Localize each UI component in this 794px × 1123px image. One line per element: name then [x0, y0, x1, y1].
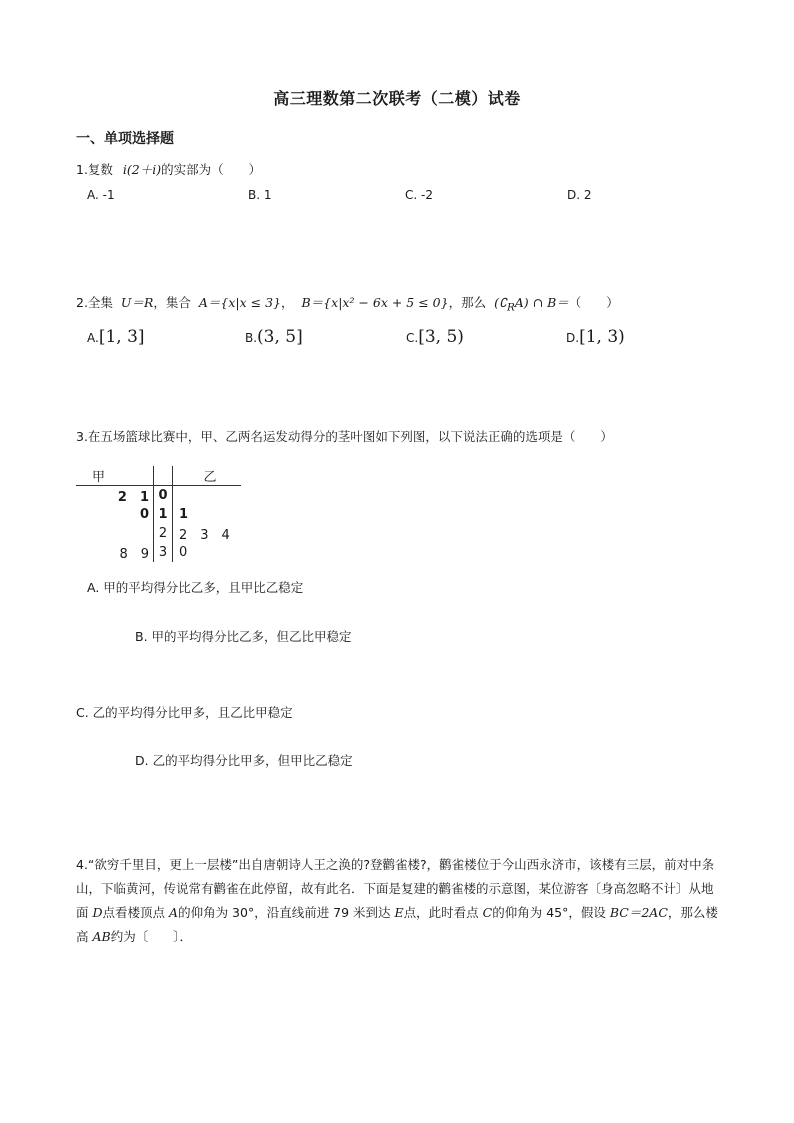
q4-point-d: D [92, 905, 103, 920]
q4-equation: BC＝2AC [609, 905, 668, 920]
stem-leaf-row [76, 543, 241, 562]
q3-option-b: B. 甲的平均得分比乙多，但乙比甲稳定 [135, 629, 352, 644]
stem-leaf-left: 8 9 [119, 547, 149, 562]
q2-set-a: A＝{x|x ≤ 3} [198, 295, 281, 310]
stem-leaf-stem: 2 [154, 524, 173, 543]
section-heading: 一、单项选择题 [76, 131, 174, 147]
stem-leaf-header-right: 乙 [173, 466, 242, 486]
q4-part-2: 点看楼顶点 [102, 905, 166, 920]
q2-suffix: （ ） [568, 295, 619, 310]
q2-prefix: 2.全集 [76, 295, 113, 310]
q4-part-3: 的仰角为 30°，沿直线前进 79 米到达 [178, 905, 391, 920]
q1-option-b: B. 1 [248, 188, 272, 202]
q3-option-d: D. 乙的平均得分比甲多，但甲比乙稳定 [135, 753, 353, 768]
stem-leaf-row [76, 505, 241, 524]
q2-option-a-value: [1, 3] [98, 327, 145, 347]
stem-leaf-stem: 1 [154, 505, 173, 524]
q4-part-6: ，那么楼高 [76, 905, 718, 944]
q4-point-e: E [394, 905, 404, 920]
q2-option-a-letter: A. [87, 331, 99, 345]
q2-option-b-value: (3, 5] [257, 327, 303, 347]
question-1 [76, 161, 261, 179]
stem-leaf-row [76, 486, 241, 506]
stem-leaf-left [76, 524, 154, 543]
stem-leaf-header-left: 甲 [76, 466, 154, 486]
q4-part-5: 的仰角为 45°，假设 [492, 905, 606, 920]
q4-segment-ab: AB [92, 929, 111, 944]
stem-leaf-right: 2 3 4 [179, 528, 230, 543]
q2-option-a [87, 327, 145, 347]
q2-expr-complement: (∁ [494, 295, 507, 310]
q2-mid-1: ，集合 [153, 295, 191, 310]
q2-mid-2: ， [281, 295, 294, 310]
stem-leaf-right: 1 [179, 507, 189, 522]
q4-point-c: C [482, 905, 493, 920]
q2-set-b: B＝{x|x² − 6x + 5 ≤ 0} [301, 295, 449, 310]
q2-option-b-letter: B. [245, 331, 258, 345]
stem-leaf-table [76, 466, 241, 562]
question-3: 3.在五场篮球比赛中，甲、乙两名运发动得分的茎叶图如下列图，以下说法正确的选项是（ ） [76, 429, 613, 444]
q2-option-d [566, 327, 625, 347]
q2-universal-set: U＝R [120, 295, 154, 310]
stem-leaf-right [173, 486, 242, 506]
stem-leaf-row [76, 524, 241, 543]
q4-part-4: 点，此时看点 [403, 905, 479, 920]
q2-expr-subscript: R [506, 301, 515, 314]
stem-leaf-header-row [76, 466, 241, 486]
q3-option-a: A. 甲的平均得分比乙多，且甲比乙稳定 [87, 580, 304, 595]
q2-option-c [406, 327, 464, 347]
q2-option-d-value: [1, 3) [579, 327, 625, 347]
q2-option-d-letter: D. [566, 331, 580, 345]
q4-point-a: A [169, 905, 179, 920]
q4-part-7: 约为〔 〕． [110, 929, 192, 944]
q1-suffix: 的实部为（ ） [161, 162, 262, 177]
q1-prefix: 1.复数 [76, 162, 113, 177]
stem-leaf-left: 2 1 [117, 490, 149, 505]
q4-part-1: 4.“欲穷千里目，更上一层楼”出自唐朝诗人王之涣的?登鹳雀楼?，鹳雀楼位于今山西永济市，该楼有三层，前对中条山，下临黄河，传说常有鹳雀在此停留，故有此名．下面是复建的鹳雀楼的示意图，某位游客〔身高忽略不计〕从地面 [76, 857, 715, 920]
stem-leaf-header-stem [154, 466, 173, 486]
q2-expression [494, 295, 569, 314]
q2-option-c-value: [3, 5) [418, 327, 464, 347]
q1-option-a: A. -1 [87, 188, 115, 202]
q1-option-c: C. -2 [405, 188, 433, 202]
q1-option-d: D. 2 [567, 188, 592, 202]
page-title: 高三理数第二次联考（二模）试卷 [273, 89, 521, 108]
q2-option-b [245, 327, 303, 347]
q2-option-c-letter: C. [406, 331, 419, 345]
question-4 [76, 853, 722, 949]
q1-expression: i(2＋i) [122, 162, 162, 177]
question-2 [76, 294, 619, 317]
q2-mid-3: ，那么 [448, 295, 487, 310]
q2-expr-rest: A) ∩ B＝ [514, 295, 569, 310]
stem-leaf-stem: 3 [154, 543, 173, 562]
q3-option-c: C. 乙的平均得分比甲多，且乙比甲稳定 [76, 705, 293, 720]
stem-leaf-left: 0 [139, 507, 149, 522]
stem-leaf-right: 0 [179, 545, 188, 560]
stem-leaf-stem: 0 [154, 486, 173, 506]
